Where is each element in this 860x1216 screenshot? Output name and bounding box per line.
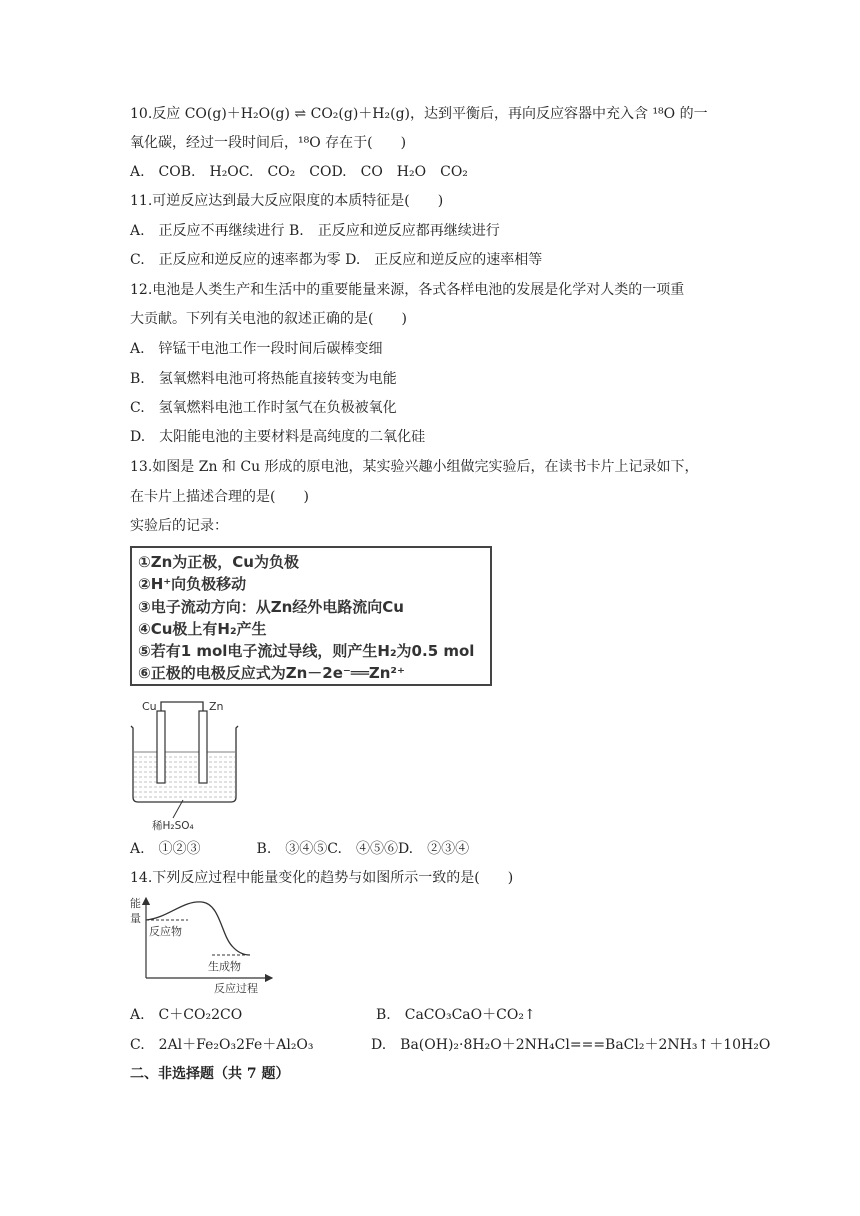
cu-label: Cu — [142, 700, 157, 713]
q12-stem-line2: 大贡献。下列有关电池的叙述正确的是( ) — [130, 311, 407, 327]
section-heading: 二、非选择题（共 7 题） — [130, 1066, 290, 1082]
record-item-5: ⑤若有1 mol电子流过导线，则产生H₂为0.5 mol — [138, 642, 475, 661]
q13-stem-line2: 在卡片上描述合理的是( ) — [130, 489, 309, 505]
experiment-record-card — [130, 546, 492, 686]
galvanic-cell-diagram — [128, 696, 248, 832]
q14-option-d: D. Ba(OH)₂·8H₂O＋2NH₄Cl===BaCl₂＋2NH₃↑＋10H₂O — [371, 1037, 771, 1053]
cu-electrode — [157, 711, 165, 783]
q13-options: A. ①②③ B. ③④⑤C. ④⑤⑥D. ②③④ — [130, 841, 470, 857]
q14-option-b: B. CaCO₃CaO＋CO₂↑ — [376, 1007, 536, 1023]
record-item-3: ③电子流动方向：从Zn经外电路流向Cu — [138, 597, 404, 616]
q10-stem-line2: 氧化碳，经过一段时间后，¹⁸O 存在于( ) — [130, 135, 407, 151]
q11-options-ab: A. 正反应不再继续进行 B. 正反应和逆反应都再继续进行 — [130, 223, 500, 239]
q12-option-b: B. 氢氧燃料电池可将热能直接转变为电能 — [130, 371, 397, 387]
q11-options-cd: C. 正反应和逆反应的速率都为零 D. 正反应和逆反应的速率相等 — [130, 252, 543, 268]
record-item-4: ④Cu极上有H₂产生 — [138, 619, 267, 638]
y-axis-label-1: 能 — [130, 897, 141, 910]
record-item-1: ①Zn为正极，Cu为负极 — [138, 553, 299, 571]
y-axis-label-2: 量 — [130, 912, 141, 925]
product-label: 生成物 — [208, 960, 241, 973]
q10-options: A. COB. H₂OC. CO₂ COD. CO H₂O CO₂ — [130, 164, 468, 180]
q14-stem: 14.下列反应过程中能量变化的趋势与如图所示一致的是( ) — [130, 870, 514, 886]
q13-record-label: 实验后的记录： — [130, 518, 228, 534]
q11-stem: 11.可逆反应达到最大反应限度的本质特征是( ) — [130, 193, 444, 209]
solution-liquid — [134, 752, 235, 797]
q12-stem-line1: 12.电池是人类生产和生活中的重要能量来源，各式各样电池的发展是化学对人类的一项重 — [130, 282, 685, 298]
q12-option-c: C. 氢氧燃料电池工作时氢气在负极被氧化 — [130, 400, 397, 416]
q12-option-d: D. 太阳能电池的主要材料是高纯度的二氧化硅 — [130, 429, 426, 445]
beaker — [131, 726, 238, 802]
connecting-wire — [161, 702, 203, 711]
q14-option-c: C. 2Al＋Fe₂O₃2Fe＋Al₂O₃ — [130, 1037, 314, 1053]
reactant-label: 反应物 — [149, 925, 182, 938]
zn-label: Zn — [209, 700, 224, 713]
record-item-2: ②H⁺向负极移动 — [138, 575, 247, 594]
energy-profile-diagram — [128, 894, 278, 998]
solution-label: 稀H₂SO₄ — [152, 820, 194, 832]
q14-option-a: A. C＋CO₂2CO — [130, 1007, 243, 1023]
solution-pointer — [173, 800, 183, 818]
q13-stem-line1: 13.如图是 Zn 和 Cu 形成的原电池，某实验兴趣小组做完实验后，在读书卡片上记录如下， — [130, 459, 699, 475]
x-axis-label: 反应过程 — [214, 982, 258, 995]
record-item-6: ⑥正极的电极反应式为Zn－2e⁻══Zn²⁺ — [138, 664, 405, 683]
q10-stem-line1: 10.反应 CO(g)＋H₂O(g) ⇌ CO₂(g)＋H₂(g)，达到平衡后，再向反应容器中充入含 ¹⁸O 的一 — [130, 106, 708, 122]
zn-electrode — [199, 711, 207, 783]
q12-option-a: A. 锌锰干电池工作一段时间后碳棒变细 — [130, 341, 383, 357]
